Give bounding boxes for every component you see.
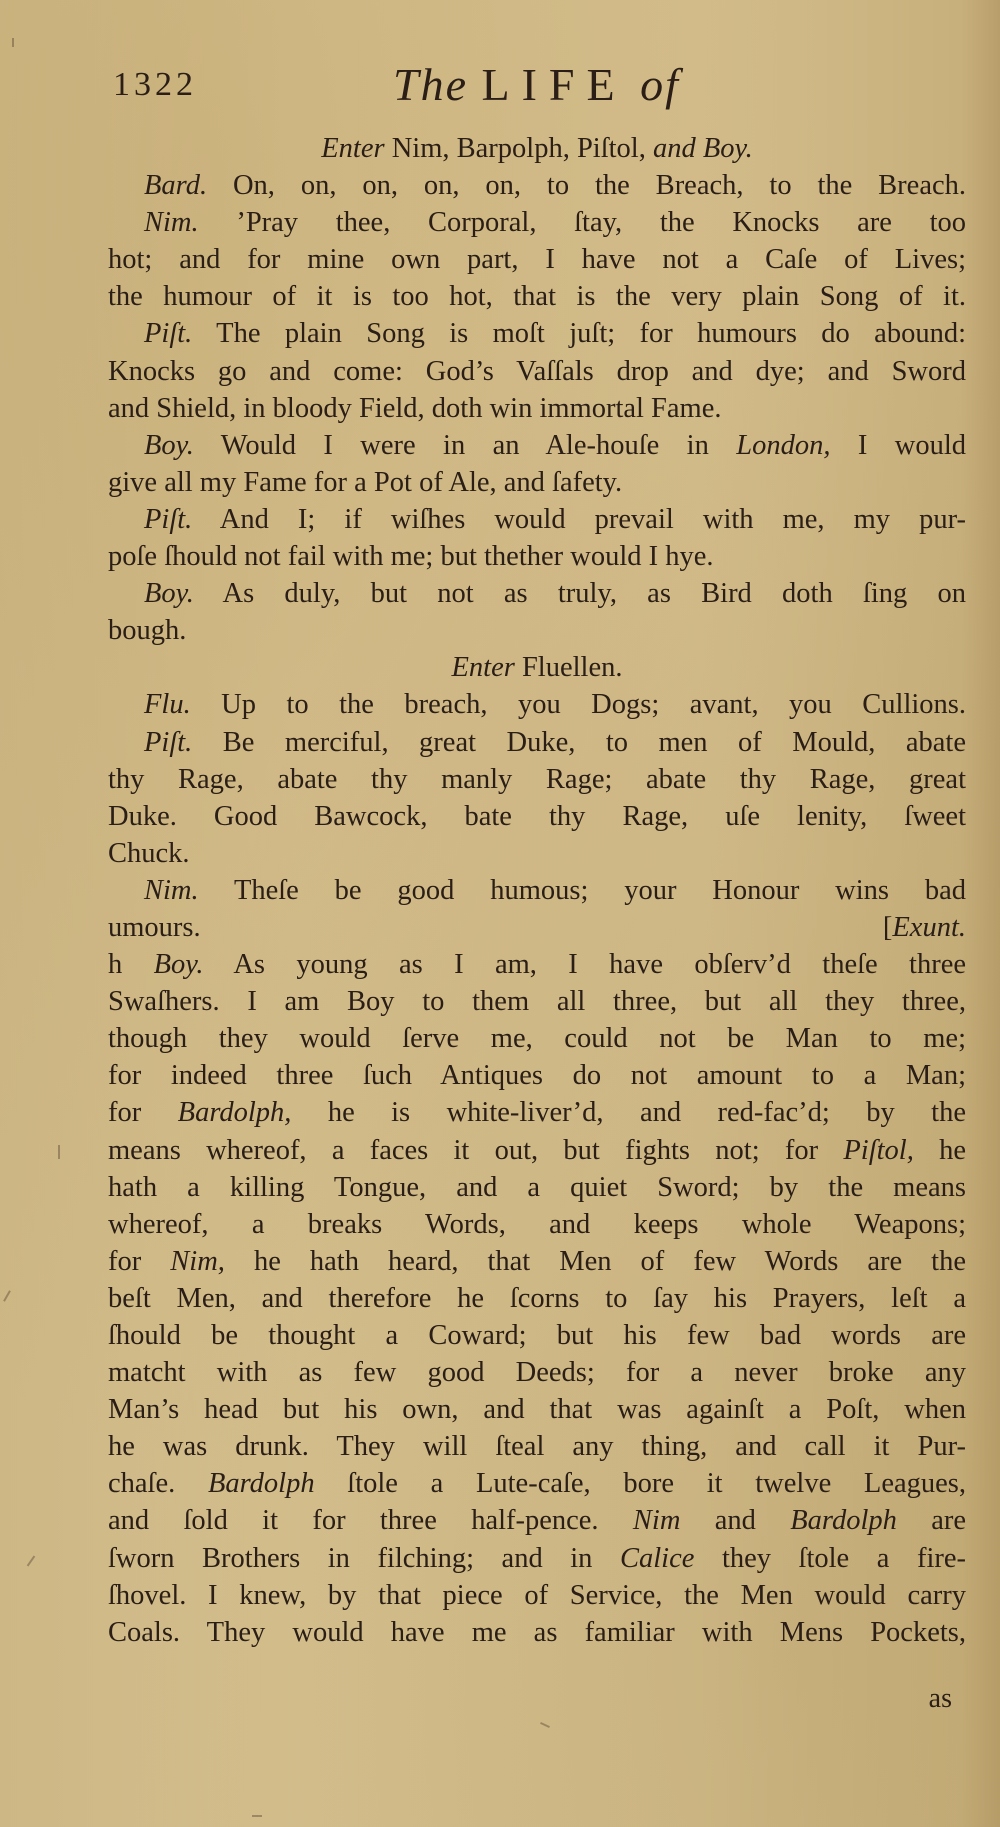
text-line [108,612,966,649]
roman-text: he was drunk. They will ſteal any thing, and call it Pur- [108,1431,966,1463]
text-line [108,946,966,983]
roman-text: [ [882,911,893,943]
text-line [108,464,966,501]
italic-text: Piſtol, [843,1134,914,1166]
text-line [108,1057,966,1094]
roman-text: I would [830,429,966,461]
scan-speck [3,1290,11,1301]
text-line [108,761,966,798]
italic-text: Piſt. [144,726,193,758]
text-line [108,835,966,872]
roman-text: are [896,1505,967,1537]
roman-text: hot; and for mine own part, I have not a Caſe of Lives; [108,244,966,276]
roman-text: Nim, Barpolph, Piſtol, [384,133,653,164]
roman-text: matcht with as few good Deeds; for a never broke any [108,1357,966,1389]
text-line [108,390,966,427]
roman-text: ſtole a Lute-caſe, bore it twelve Leagues, [314,1468,966,1500]
text-line [108,983,966,1020]
running-title-of: of [640,59,680,110]
text-line [108,909,966,946]
roman-text: give all my Fame for a Pot of Ale, and ſafety. [108,466,623,498]
roman-text: for indeed three ſuch Antiques do not amount to a Man; [108,1060,966,1092]
italic-text: Exunt. [892,911,966,943]
italic-text: Nim, [170,1245,225,1277]
roman-text: for [108,1245,171,1277]
text-line [108,724,966,761]
text-line [108,1540,966,1577]
roman-text: he [913,1134,967,1166]
italic-text: Nim. [144,874,199,906]
italic-text: Enter [451,652,515,684]
italic-text: Bardolph [207,1468,315,1500]
text-line [108,649,966,686]
scan-speck [12,38,14,47]
text-line [108,1502,966,1539]
roman-text: chaſe. [108,1468,208,1500]
roman-text: Fluellen. [514,652,623,684]
roman-text: and [680,1505,791,1537]
text-line [108,1094,966,1131]
text-line [108,575,966,612]
text-line [108,1020,966,1057]
italic-text: Nim [632,1505,681,1537]
roman-text: Duke. Good Bawcock, bate thy Rage, uſe lenity, ſweet [108,800,966,832]
roman-text: ’Pray thee, Corporal, ſtay, the Knocks are too [198,207,966,239]
italic-text: Flu. [144,689,191,721]
italic-text: and Boy. [652,133,753,164]
roman-text: they ſtole a fire- [694,1542,966,1574]
roman-text: and ſold it for three half-pence. [108,1505,633,1537]
italic-text: Calice [619,1542,695,1574]
roman-text: he hath heard, that Men of few Words are the [224,1245,966,1277]
scan-speck [58,1145,60,1159]
italic-text: Piſt. [144,503,193,535]
roman-text: ſworn Brothers in filching; and in [108,1542,620,1574]
page-number: 1322 [113,66,197,103]
roman-text: umours. [108,911,201,943]
italic-text: Nim. [144,207,199,239]
text-line [108,241,966,278]
roman-text: for [108,1097,178,1129]
text-line [108,538,966,575]
line-left [108,909,201,946]
text-line [108,1280,966,1317]
text-line [108,1577,966,1614]
scan-speck [27,1556,36,1567]
stage-direction-exit [883,909,966,946]
roman-text: Be merciful, great Duke, to men of Mould, abate [192,726,966,758]
italic-text: Piſt. [144,318,193,350]
text-line [108,1428,966,1465]
roman-text: h [108,949,154,981]
text-line [108,1614,966,1651]
italic-text: Boy. [144,429,194,461]
roman-text: poſe ſhould not fail with me; but thether would I hye. [108,541,714,573]
italic-text: London, [736,429,831,461]
text-line [108,872,966,909]
roman-text: he is white-liver’d, and red-fac’d; by the [291,1097,966,1129]
roman-text: As duly, but not as truly, as Bird doth ſing on [193,578,966,610]
roman-text: thy Rage, abate thy manly Rage; abate thy Rage, great [108,763,966,795]
running-title [393,58,680,111]
text-line [108,1354,966,1391]
roman-text: though they would ſerve me, could not be Man to me; [108,1023,966,1055]
text-line [108,167,966,204]
text-line [108,427,966,464]
roman-text: Coals. They would have me as familiar with Mens Pockets, [108,1616,966,1648]
text-line [108,204,966,241]
running-title-the: The [393,59,468,110]
roman-text: ſhovel. I knew, by that piece of Service, the Men would carry [108,1579,966,1611]
text-line [108,798,966,835]
roman-text: On, on, on, on, on, to the Breach, to the Breach. [207,170,966,202]
roman-text: and Shield, in bloody Field, doth win immortal Fame. [108,392,722,424]
roman-text: As young as I am, I have obſerv’d theſe three [203,949,967,981]
text-line [108,1206,966,1243]
scan-speck [252,1815,262,1817]
text-line [108,315,966,352]
text-line [108,1132,966,1169]
italic-text: Bard. [144,170,208,202]
catchword: as [928,1683,952,1714]
italic-text: Boy. [153,949,204,981]
roman-text: Chuck. [108,837,190,869]
text-line [108,1317,966,1354]
italic-text: Bardolph [790,1505,897,1537]
roman-text: ſhould be thought a Coward; but his few bad words are [108,1320,966,1351]
italic-text: Bardolph, [177,1097,292,1129]
text-line [108,686,966,723]
text-line [108,353,966,390]
text-line [108,1391,966,1428]
roman-text: The plain Song is moſt juſt; for humours do abound: [192,318,966,350]
running-head [113,58,973,118]
roman-text: hath a killing Tongue, and a quiet Sword; by the means [108,1171,966,1203]
roman-text: Would I were in an Ale-houſe in [193,429,737,461]
text-line [108,501,966,538]
roman-text: Knocks go and come: God’s Vaſſals drop and dye; and Sword [108,355,966,387]
italic-text: Boy. [144,578,194,610]
roman-text: And I; if wiſhes would prevail with me, my pur- [192,503,966,535]
body-text [108,130,966,1651]
italic-text: Enter [321,133,385,164]
roman-text: means whereof, a faces it out, but fights not; for [108,1134,844,1166]
running-title-life: LIFE [481,59,627,110]
roman-text: bough. [108,615,187,647]
roman-text: Theſe be good humous; your Honour wins bad [198,874,966,906]
text-line [108,1465,966,1502]
text-line [108,1169,966,1206]
text-line [108,130,966,167]
roman-text: Man’s head but his own, and that was againſt a Poſt, when [108,1394,966,1426]
roman-text: the humour of it is too hot, that is the very plain Song of it. [108,281,966,313]
roman-text: whereof, a breaks Words, and keeps whole Weapons; [108,1208,966,1240]
text-line [108,1243,966,1280]
roman-text: beſt Men, and therefore he ſcorns to ſay his Prayers, leſt a [108,1282,966,1314]
roman-text: Up to the breach, you Dogs; avant, you Cullions. [190,689,966,721]
scan-speck [540,1722,550,1728]
text-line [108,278,966,315]
roman-text: Swaſhers. I am Boy to them all three, but all they three, [108,986,966,1018]
